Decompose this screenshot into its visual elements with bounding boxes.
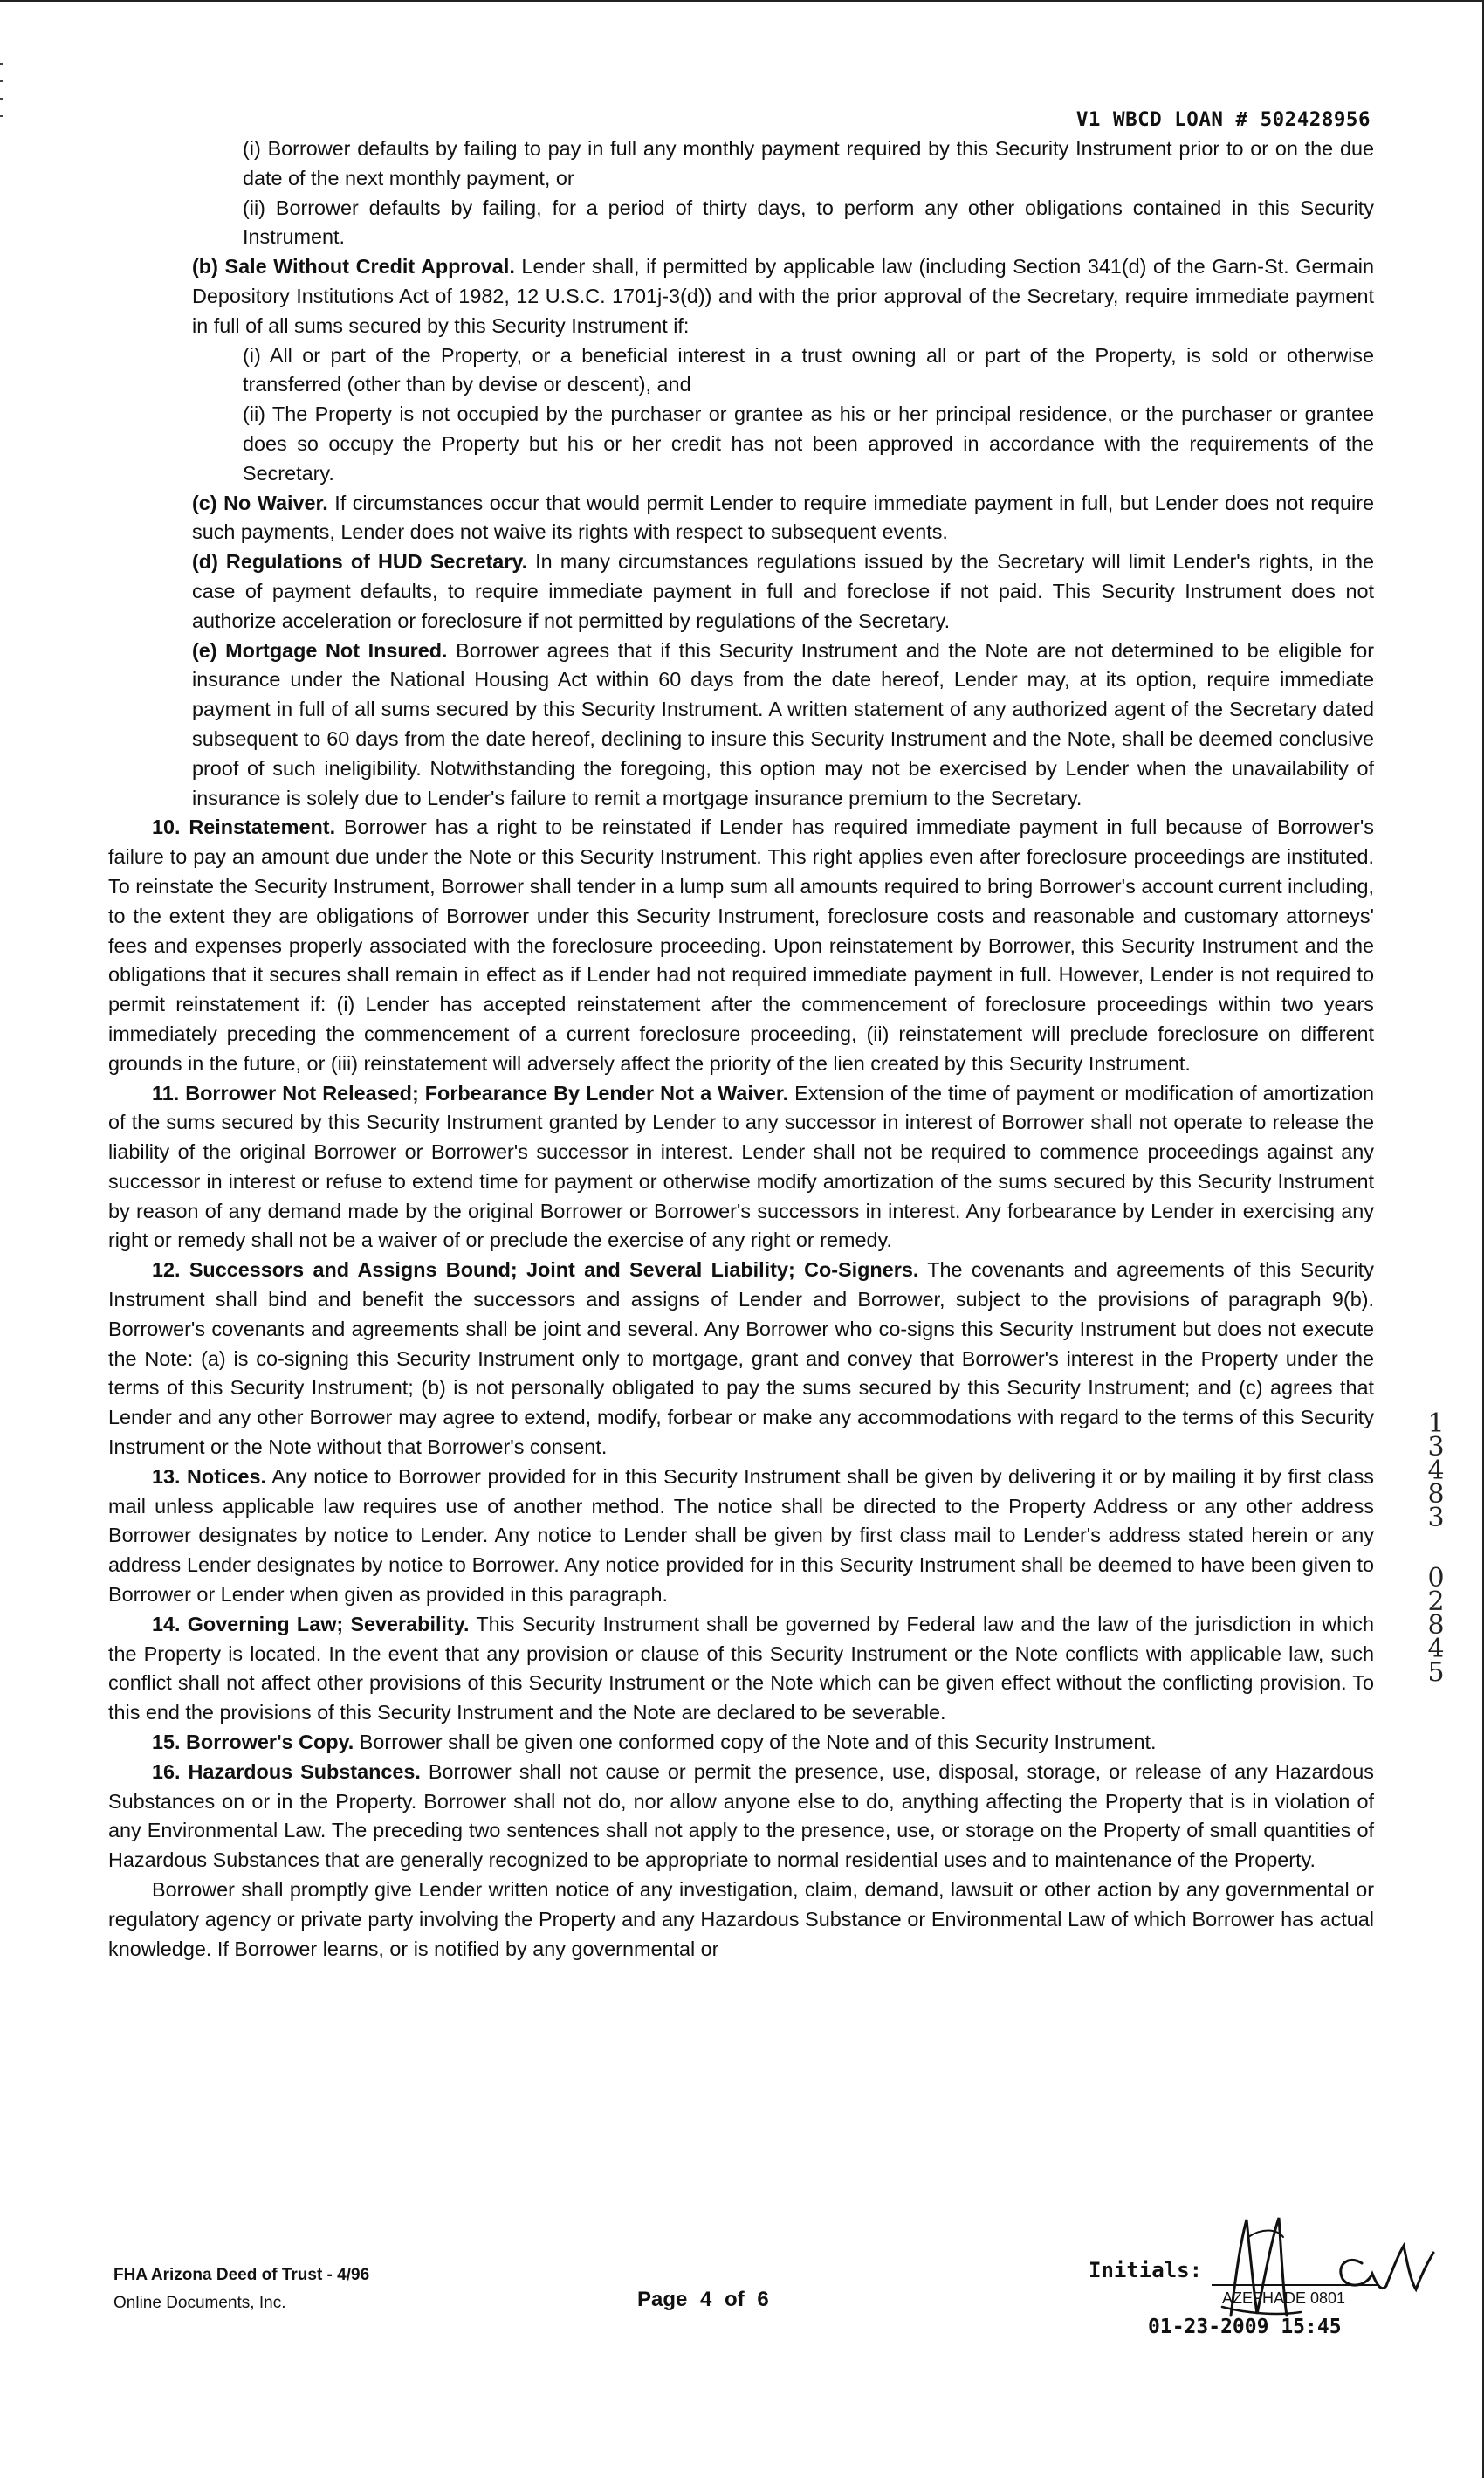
handwritten-initials — [1196, 2202, 1458, 2333]
clause-9b-heading: (b) Sale Without Credit Approval. — [192, 255, 515, 279]
clause-9e-text: Borrower agrees that if this Security Instrument and the Note are not determined to be eligible for insurance under the National Housing Act within 60 days from the date hereof, Lender may, at its option, require immediate payment in full of all sums secured by this Security Instrument. A written statement of any authorized agent of the Secretary dated subsequent to 60 days from the date hereof, declining to insure this Security Instrument and the Note, shall be deemed conclusive proof of such ineligibility. Notwithstanding the foregoing, this option may not be exercised by Lender when the unavailability of insurance is solely due to Lender's failure to remit a mortgage insurance premium to the Secretary. — [192, 638, 1374, 809]
document-body — [108, 134, 1374, 1964]
book-digit: 3 — [1427, 1503, 1445, 1533]
clause-9a-ii: (ii) Borrower defaults by failing, for a period of thirty days, to perform any other obligations contained in this Security Instrument. — [243, 196, 1374, 249]
clause-9c-heading: (c) No Waiver. — [192, 491, 328, 514]
clause-9d — [192, 547, 1374, 636]
loan-number-header: V1 WBCD LOAN # 502428956 — [1075, 108, 1371, 131]
print-timestamp: 01-23-2009 15:45 — [1148, 2316, 1342, 2338]
section-12-text: The covenants and agreements of this Security Instrument shall bind and benefit the successors and assigns of Lender and Borrower, subject to the provisions of paragraph 9(b). Borrower's covenants and agreements shall be joint and several. Any Borrower who co-signs this Security Instrument but does not execute the Note: (a) is co-signing this Security Instrument only to mortgage, grant and convey that Borrower's interest in the Property under the terms of this Security Instrument; (b) is not personally obligated to pay the sums secured by this Security Instrument; and (c) agrees that Lender and any other Borrower may agree to extend, modify, forbear or make any accommodations with regard to the terms of this Security Instrument or the Note without that Borrower's consent. — [108, 1258, 1374, 1459]
page-digit: 8 — [1427, 1610, 1445, 1641]
section-12-heading: 12. Successors and Assigns Bound; Joint and Several Liability; Co-Signers. — [152, 1258, 919, 1282]
section-10-reinstatement — [108, 813, 1374, 1078]
book-digit: 3 — [1427, 1432, 1445, 1463]
section-14-heading: 14. Governing Law; Severability. — [152, 1612, 470, 1635]
clause-9b — [192, 252, 1374, 341]
clause-9a-i: (i) Borrower defaults by failing to pay in full any monthly payment required by this Security Instrument prior to or on the due date of the next monthly payment, or — [243, 137, 1374, 189]
form-name: FHA Arizona Deed of Trust - 4/96 — [113, 2266, 370, 2284]
section-13-heading: 13. Notices. — [152, 1464, 267, 1488]
clause-9c — [192, 489, 1374, 548]
page-digit: 4 — [1427, 1634, 1445, 1664]
clause-9d-heading: (d) Regulations of HUD Secretary. — [192, 550, 528, 574]
section-16-continuation: Borrower shall promptly give Lender written notice of any investigation, claim, demand, lawsuit or other action by any governmental or regulatory agency or private party involving the Property and any Hazardous Substance or Environmental Law of which Borrower has actual knowledge. If Borrower learns, or is notified by any governmental or — [108, 1878, 1374, 1960]
scan-edge-mark — [0, 80, 3, 82]
clause-9b-ii: (ii) The Property is not occupied by the purchaser or grantee as his or her principal residence, or the purchaser or grantee does so occupy the Property but his or her credit has not been approved in accordance with the requirements of the Secretary. — [243, 403, 1374, 485]
section-12-successors — [108, 1256, 1374, 1463]
section-14-text: This Security Instrument shall be governed by Federal law and the law of the jurisdiction in which the Property is located. In the event that any provision or clause of this Security Instrument or the Note conflicts with applicable law, such conflict shall not affect other provisions of this Security Instrument or the Note which can be given effect without the conflicting provision. To this end the provisions of this Security Instrument and the Note are declared to be severable. — [108, 1612, 1374, 1724]
section-10-heading: 10. Reinstatement. — [152, 816, 336, 839]
book-digit: 1 — [1427, 1408, 1445, 1439]
clause-9d-text: In many circumstances regulations issued by the Secretary will limit Lender's rights, in the case of payment defaults, to require immediate payment in full and foreclose if not paid. This Security Instrument does not authorize acceleration or foreclosure if not permitted by regulations of the Secretary. — [192, 550, 1374, 632]
page-digit: 0 — [1427, 1563, 1445, 1593]
page-number: Page 4 of 6 — [637, 2288, 769, 2311]
section-15-heading: 15. Borrower's Copy. — [152, 1731, 354, 1754]
section-13-notices — [108, 1463, 1374, 1610]
clause-9c-text: If circumstances occur that would permit Lender to require immediate payment in full, but Lender does not require such payments, Lender does not waive its rights with respect to subsequent events. — [192, 491, 1375, 544]
form-code: AZEFHADE 0801 — [1222, 2289, 1346, 2307]
section-16-hazardous — [108, 1758, 1374, 1876]
book-digit: 4 — [1427, 1456, 1445, 1486]
section-10-text: Borrower has a right to be reinstated if Lender has required immediate payment in full because of Borrower's failure to pay an amount due under the Note or this Security Instrument. This right applies even after foreclosure proceedings are instituted. To reinstate the Security Instrument, Borrower shall tender in a lump sum all amounts required to bring Borrower's account current including, to the extent they are obligations of Borrower under this Security Instrument, foreclosure costs and reasonable and customary attorneys' fees and expenses properly associated with the foreclosure proceeding. Upon reinstatement by Borrower, this Security Instrument and the obligations that it secures shall remain in effect as if Lender had not required immediate payment in full. However, Lender is not required to permit reinstatement if: (i) Lender has accepted reinstatement after the commencement of foreclosure proceedings within two years immediately preceding the commencement of a current foreclosure proceeding, (ii) reinstatement will preclude foreclosure on different grounds in the future, or (iii) reinstatement will adversely affect the priority of the lien created by this Security Instrument. — [108, 816, 1374, 1075]
stamp-gap — [1419, 1530, 1453, 1566]
page-digit: 2 — [1427, 1587, 1445, 1617]
page-digit: 5 — [1427, 1657, 1445, 1688]
section-11-text: Extension of the time of payment or modification of amortization of the sums secured by this Security Instrument granted by Lender to any successor in interest of Borrower shall not operate to release the liability of the original Borrower or Borrower's successor in interest. Lender shall not be required to commence proceedings against any successor in interest or refuse to extend time for payment or otherwise modify amortization of the sums secured by this Security Instrument by reason of any demand made by the original Borrower or Borrower's successors in interest. Any forbearance by Lender in exercising any right or remedy shall not be a waiver of or preclude the exercise of any right or remedy. — [108, 1081, 1374, 1252]
recording-stamp — [1419, 1408, 1453, 1688]
section-14-governing-law — [108, 1610, 1374, 1728]
initials-label: Initials: — [1089, 2258, 1203, 2282]
footer-form-info — [113, 2261, 369, 2317]
initials-line — [1212, 2284, 1378, 2286]
scan-edge-mark — [0, 98, 3, 100]
clause-9b-text: Lender shall, if permitted by applicable law (including Section 341(d) of the Garn-St. Germain Depository Institutions Act of 1982, 12 U.S.C. 1701j-3(d)) and with the prior approval of the Secretary, require immediate payment in full of all sums secured by this Security Instrument if: — [192, 255, 1374, 337]
scan-edge-mark — [0, 63, 3, 65]
section-16-text: Borrower shall not cause or permit the presence, use, disposal, storage, or release of any Hazardous Substances on or in the Property. Borrower shall not do, nor allow anyone else to do, anything affecting the Property that is in violation of any Environmental Law. The preceding two sentences shall not apply to the presence, use, or storage on the Property of small quantities of Hazardous Substances that are generally recognized to be appropriate to normal residential uses and to maintenance of the Property. — [108, 1759, 1374, 1872]
publisher-name: Online Documents, Inc. — [113, 2294, 286, 2312]
section-11-heading: 11. Borrower Not Released; Forbearance By Lender Not a Waiver. — [152, 1081, 789, 1105]
book-digit: 8 — [1427, 1479, 1445, 1510]
scan-edge-mark — [0, 115, 3, 117]
clause-9b-i: (i) All or part of the Property, or a beneficial interest in a trust owning all or part of the Property, is sold or otherwise transferred (other than by devise or descent), and — [243, 343, 1374, 396]
section-11-forbearance — [108, 1079, 1374, 1256]
clause-9e — [192, 637, 1374, 814]
section-15-borrowers-copy — [108, 1728, 1374, 1758]
clause-9e-heading: (e) Mortgage Not Insured. — [192, 638, 448, 662]
section-16-heading: 16. Hazardous Substances. — [152, 1759, 421, 1783]
section-13-text: Any notice to Borrower provided for in this Security Instrument shall be given by delivering it or by mailing it by first class mail unless applicable law requires use of another method. The notice shall be directed to the Property Address or any other address Borrower designates by notice to Lender. Any notice to Lender shall be given by first class mail to Lender's address stated herein or any address Lender designates by notice to Borrower. Any notice provided for in this Security Instrument shall be deemed to have been given to Borrower or Lender when given as provided in this paragraph. — [108, 1464, 1374, 1607]
section-15-text: Borrower shall be given one conformed copy of the Note and of this Security Instrument. — [354, 1731, 1157, 1754]
